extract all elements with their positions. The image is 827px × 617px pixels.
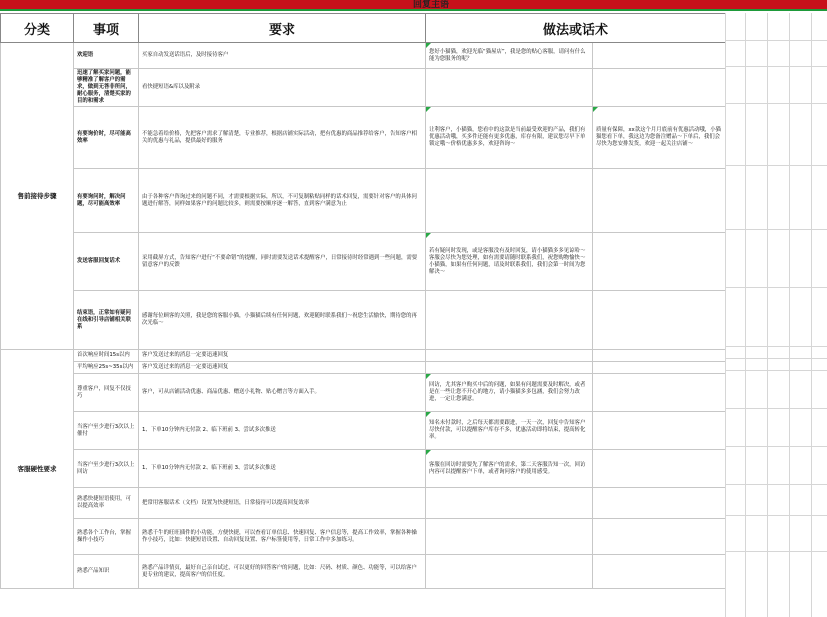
header-method[interactable]: 做法或话术 (426, 14, 726, 43)
requirement-cell[interactable]: 客户，可从店铺活动优惠、商品优惠、赠送小礼物、贴心赠言等方面入手。 (139, 374, 426, 412)
requirement-cell[interactable]: 不能急着给价格，先把客户需求了解清楚，专业推荐，根据店铺实际活动，把有优惠的商品推荐给客户，告知客户相关的优惠与礼品，提供最好的服务 (139, 107, 426, 169)
header-row (1, 14, 726, 43)
grid-row-line (725, 103, 827, 104)
header-category[interactable]: 分类 (1, 14, 74, 43)
requirement-cell[interactable]: 由于各种客户咨询过来的问题不同，才需要根据实际，所以，不可复制粘贴同样的话术回复，需要针对客户的具体问题进行解答，同样如果客户的问题比较多，则需要按顺序逐一解答，直到客户满意为止 (139, 169, 426, 233)
extra-cell[interactable] (593, 169, 726, 233)
requirement-cell[interactable]: 熟悉千牛的旺旺插件的小功能，方便快捷，可以查看订单信息、快速回复、客户信息等，提高工作效率，掌握各种操作小技巧，比如：快捷短语设置、自动回复设置、客户标签使用等，日常工作中多加练习。 (139, 519, 426, 555)
table-row (1, 488, 726, 519)
table-row (1, 412, 726, 450)
table-row (1, 350, 726, 362)
method-cell[interactable]: 知名未付款时，之后每天都需要跟进，一天一次，回复中告知客户尽快付款，可以提醒客户库存不多，优惠活动即将结束，提高转化率。 (426, 412, 593, 450)
table-row (1, 374, 726, 412)
grid-row-line (725, 66, 827, 67)
method-cell[interactable] (426, 488, 593, 519)
method-cell[interactable] (426, 519, 593, 555)
requirement-cell[interactable]: 采用截屏方式，告知客户进行“不要命错”的提醒，同时需要发送话术提醒客户，日常接待时经常遇到一些问题，需要留意客户的反馈 (139, 233, 426, 291)
requirement-cell[interactable]: 1、下单10分钟内无付款 2、临下班前 3、尝试多次推送 (139, 450, 426, 488)
extra-cell[interactable] (593, 412, 726, 450)
extra-cell[interactable] (593, 69, 726, 107)
item-cell[interactable]: 当客户至少进行3次以上回访 (74, 450, 139, 488)
spreadsheet-table (0, 13, 726, 589)
title-bar (0, 0, 827, 11)
table-row (1, 362, 726, 374)
item-cell[interactable]: 结束语，正常如有疑问在线和引导店铺相关联系 (74, 291, 139, 350)
grid-row-line (725, 551, 827, 552)
table-row (1, 169, 726, 233)
extra-cell[interactable] (593, 233, 726, 291)
item-cell[interactable]: 当客户至少进行3次以上催付 (74, 412, 139, 450)
extra-cell[interactable] (593, 450, 726, 488)
method-cell[interactable] (426, 350, 593, 362)
extra-cell[interactable] (593, 43, 726, 69)
item-cell[interactable]: 熟悉产品知识 (74, 555, 139, 589)
category-cell[interactable]: 售前接待步骤 (1, 43, 74, 350)
grid-row-line (725, 446, 827, 447)
item-cell[interactable]: 尊重客户，回复不仅技巧 (74, 374, 139, 412)
table-row (1, 107, 726, 169)
extra-cell[interactable] (593, 362, 726, 374)
grid-row-line (725, 287, 827, 288)
method-cell[interactable]: 客服在回访时需要先了解客户的需求，第二天客服告知一次，回访内容可以提醒客户下单，或者询问客户的使用感受。 (426, 450, 593, 488)
grid-row-line (725, 229, 827, 230)
requirement-cell[interactable]: 1、下单10分钟内无付款 2、临下班前 3、尝试多次推送 (139, 412, 426, 450)
header-requirement[interactable]: 要求 (139, 14, 426, 43)
item-cell[interactable]: 有要询价时，尽可能高效率 (74, 107, 139, 169)
header-item[interactable]: 事项 (74, 14, 139, 43)
grid-row-line (725, 346, 827, 347)
requirement-cell[interactable]: 熟悉产品详情页，最好自己亲自试过，可以更好的回答客户的问题，比如：尺码、材质、颜色、功能等，可以给客户更专业的建议，提高客户的信任度。 (139, 555, 426, 589)
extra-cell[interactable]: 质量有保障，xx款这个月月底前有优惠活动哦，小猫猫您看下单，我这边为您备注赠品～下单后，我们会尽快为您安排发货，欢迎一起关注店铺～ (593, 107, 726, 169)
extra-cell[interactable] (593, 350, 726, 362)
table-row (1, 291, 726, 350)
grid-row-line (725, 165, 827, 166)
requirement-cell[interactable]: 把常用客服话术（文档）设置为快捷短语，日常接待可以提高回复效率 (139, 488, 426, 519)
grid-row-line (725, 370, 827, 371)
extra-cell[interactable] (593, 374, 726, 412)
method-cell[interactable]: 若有疑问时发现，或是客服没有及时回复，请小猫猫多多见谅哈～客服会尽快为您处理，如有需要请随时联系我们，祝您购物愉快～小猫猫，如果有任何问题，请及时联系我们，我们会第一时间为您解决～ (426, 233, 593, 291)
method-cell[interactable]: 让利客户，小猫猫，您看中的这款是当前最受欢迎的产品，我们有优惠活动哦，买多件还能有更多优惠，库存有限，建议您尽早下单锁定哦～价格优惠多多，欢迎咨询～ (426, 107, 593, 169)
method-cell[interactable] (426, 291, 593, 350)
grid-row-line (725, 484, 827, 485)
item-cell[interactable]: 有要询问时，解决问题，尽可能高效率 (74, 169, 139, 233)
table-row (1, 69, 726, 107)
extra-cell[interactable] (593, 488, 726, 519)
table-row (1, 450, 726, 488)
item-cell[interactable]: 平均响应25s~35s以内 (74, 362, 139, 374)
requirement-cell[interactable]: 买家自动发送话语后，及时接待客户 (139, 43, 426, 69)
grid-row-line (725, 358, 827, 359)
item-cell[interactable]: 发送客服回复话术 (74, 233, 139, 291)
table-row (1, 519, 726, 555)
requirement-cell[interactable]: 看快捷短语&库以及附录 (139, 69, 426, 107)
item-cell[interactable]: 熟悉各个工作台，掌握操作小技巧 (74, 519, 139, 555)
empty-grid-area (725, 13, 827, 617)
requirement-cell[interactable]: 感谢每位顾客的关照，我是您的客服小猫，小猫猫后续有任何问题，欢迎随时联系我们～祝您生活愉快，期待您的再次光临～ (139, 291, 426, 350)
item-cell[interactable]: 首次响应时间15s以内 (74, 350, 139, 362)
method-cell[interactable] (426, 169, 593, 233)
method-cell[interactable]: 回访，尤其客户购买中后的问题，如果有问题需要及时解决，或者是在一些让您不开心的地方，请小猫猫多多包涵，我们会努力改进，一定让您满意。 (426, 374, 593, 412)
method-cell[interactable]: 您好小猫猫，欢迎光临“猫屋店”，我是您的贴心客服，请问有什么能为您服务的呢？ (426, 43, 593, 69)
extra-cell[interactable] (593, 555, 726, 589)
category-cell[interactable]: 客服硬性要求 (1, 350, 74, 589)
table-row (1, 555, 726, 589)
method-cell[interactable] (426, 555, 593, 589)
requirement-cell[interactable]: 客户发送过来的消息一定要迅速回复 (139, 350, 426, 362)
table-row (1, 233, 726, 291)
item-cell[interactable]: 熟悉快捷短语使用，可以提高效率 (74, 488, 139, 519)
item-cell[interactable]: 迅速了解买家问题，能够精准了解客户的需求，做到无答非所问，耐心服务，清楚买家的目的和需求 (74, 69, 139, 107)
item-cell[interactable]: 欢迎语 (74, 43, 139, 69)
table-row (1, 43, 726, 69)
grid-row-line (725, 40, 827, 41)
grid-row-line (725, 408, 827, 409)
grid-row-line (725, 515, 827, 516)
sheet-title: 回复主语 (413, 0, 450, 10)
requirement-cell[interactable]: 客户发送过来的消息一定要迅速回复 (139, 362, 426, 374)
method-cell[interactable] (426, 69, 593, 107)
extra-cell[interactable] (593, 519, 726, 555)
method-cell[interactable] (426, 362, 593, 374)
extra-cell[interactable] (593, 291, 726, 350)
